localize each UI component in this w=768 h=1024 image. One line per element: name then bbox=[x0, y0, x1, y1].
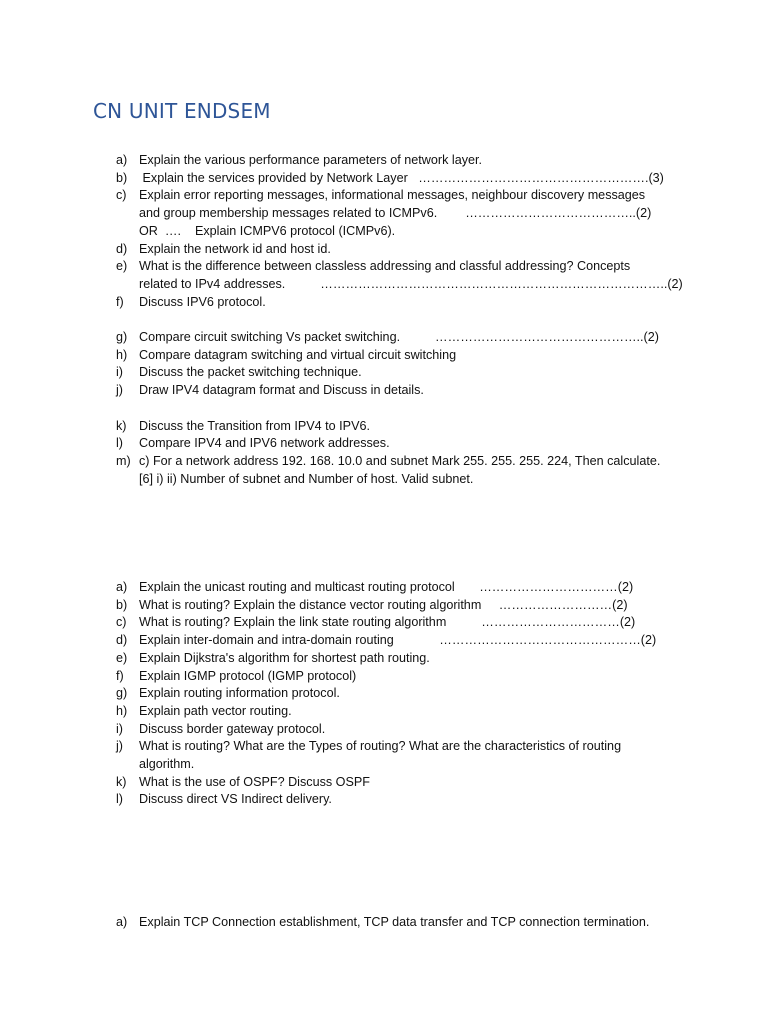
question-text bbox=[139, 738, 716, 773]
question-text bbox=[139, 685, 716, 703]
question-item bbox=[116, 914, 716, 932]
question-text-line: OR …. Explain ICMPV6 protocol (ICMPv6). bbox=[139, 223, 396, 238]
question-text bbox=[139, 914, 716, 932]
question-label: d) bbox=[116, 633, 128, 648]
question-text-line: Explain TCP Connection establishment, TCP data transfer and TCP connection termination. bbox=[139, 915, 650, 929]
question-text bbox=[139, 329, 716, 347]
question-label: h) bbox=[116, 703, 128, 718]
question-text bbox=[139, 579, 716, 597]
question-text bbox=[139, 170, 716, 188]
question-label: l) bbox=[116, 792, 123, 807]
question-text-line: algorithm. bbox=[139, 757, 195, 772]
question-text-line: Explain routing information protocol. bbox=[139, 686, 340, 701]
question-text-line: Explain the unicast routing and multicast routing protocol ……………………………(2) bbox=[139, 580, 634, 594]
question-text-line: Explain path vector routing. bbox=[139, 703, 292, 718]
question-text-line: Compare circuit switching Vs packet switching. …………………………………………..(2) bbox=[139, 330, 659, 345]
question-text bbox=[139, 614, 716, 632]
question-text-line: [6] i) ii) Number of subnet and Number of host. Valid subnet. bbox=[139, 471, 474, 486]
question-item bbox=[116, 650, 716, 668]
question-item bbox=[116, 418, 716, 436]
question-text bbox=[139, 241, 716, 259]
question-item bbox=[116, 347, 716, 365]
question-label: k) bbox=[116, 774, 127, 789]
question-text bbox=[139, 294, 716, 312]
question-text-line: Discuss the packet switching technique. bbox=[139, 365, 362, 380]
question-item bbox=[116, 597, 716, 615]
question-item bbox=[116, 382, 716, 400]
question-text bbox=[139, 721, 716, 739]
question-text-line: Explain error reporting messages, informational messages, neighbour discovery messages bbox=[139, 188, 646, 203]
question-text-line: Explain the network id and host id. bbox=[139, 241, 331, 256]
question-label: i) bbox=[116, 721, 123, 736]
question-text bbox=[139, 632, 716, 650]
question-text bbox=[139, 791, 716, 809]
question-text-line: Explain the services provided by Network Layer ……………………………………………….(3) bbox=[139, 170, 664, 185]
question-text bbox=[139, 668, 716, 686]
question-item bbox=[116, 152, 716, 170]
question-label: k) bbox=[116, 418, 127, 433]
question-text-line: Explain Dijkstra's algorithm for shortest path routing. bbox=[139, 650, 430, 665]
question-label: m) bbox=[116, 453, 131, 468]
question-label: a) bbox=[116, 580, 128, 594]
question-text-line: Explain IGMP protocol (IGMP protocol) bbox=[139, 668, 357, 683]
question-list-unit-routing bbox=[116, 579, 716, 809]
question-item bbox=[116, 668, 716, 686]
question-label: e) bbox=[116, 259, 128, 274]
question-text-line: Explain the various performance parameters of network layer. bbox=[139, 153, 482, 167]
question-text-line: Draw IPV4 datagram format and Discuss in details. bbox=[139, 383, 424, 398]
question-label: b) bbox=[116, 597, 128, 612]
question-label: l) bbox=[116, 436, 123, 451]
question-text bbox=[139, 364, 716, 382]
question-text-line: Discuss IPV6 protocol. bbox=[139, 294, 266, 309]
question-text bbox=[139, 418, 716, 436]
question-text bbox=[139, 435, 716, 453]
question-item bbox=[116, 703, 716, 721]
question-label: i) bbox=[116, 365, 123, 380]
spacer bbox=[116, 400, 716, 418]
question-label: j) bbox=[116, 739, 123, 754]
question-text-line: What is routing? What are the Types of routing? What are the characteristics of routing bbox=[139, 739, 622, 754]
question-text bbox=[139, 152, 716, 170]
question-label: a) bbox=[116, 153, 128, 167]
question-item bbox=[116, 579, 716, 597]
question-text-line: Compare IPV4 and IPV6 network addresses. bbox=[139, 436, 390, 451]
question-list-unit-transport bbox=[116, 914, 716, 932]
page-title: CN UNIT ENDSEM bbox=[93, 99, 271, 123]
question-item bbox=[116, 774, 716, 792]
question-item bbox=[116, 721, 716, 739]
question-text-line: Discuss direct VS Indirect delivery. bbox=[139, 792, 332, 807]
question-label: g) bbox=[116, 686, 128, 701]
question-text bbox=[139, 703, 716, 721]
question-label: f) bbox=[116, 294, 124, 309]
question-text bbox=[139, 382, 716, 400]
question-item bbox=[116, 791, 716, 809]
question-item bbox=[116, 685, 716, 703]
question-text-line: Discuss border gateway protocol. bbox=[139, 721, 326, 736]
question-text-line: c) For a network address 192. 168. 10.0 and subnet Mark 255. 255. 255. 224, Then calculate. bbox=[139, 453, 661, 468]
question-text-line: related to IPv4 addresses. ………………………………………………………………………..(2) bbox=[139, 276, 683, 291]
question-label: d) bbox=[116, 241, 128, 256]
question-label: g) bbox=[116, 330, 128, 345]
question-text-line: Compare datagram switching and virtual circuit switching bbox=[139, 347, 457, 362]
question-text-line: and group membership messages related to ICMPv6. …………………………………..(2) bbox=[139, 206, 652, 221]
question-label: h) bbox=[116, 347, 128, 362]
question-item bbox=[116, 170, 716, 188]
question-label: j) bbox=[116, 383, 123, 398]
spacer bbox=[116, 311, 716, 329]
question-item bbox=[116, 329, 716, 347]
question-list-unit-network-layer bbox=[116, 152, 716, 488]
question-text-line: What is the use of OSPF? Discuss OSPF bbox=[139, 774, 370, 789]
question-label: c) bbox=[116, 615, 127, 630]
question-label: f) bbox=[116, 668, 124, 683]
question-item bbox=[116, 614, 716, 632]
question-item bbox=[116, 738, 716, 773]
question-text-line: What is routing? Explain the link state routing algorithm ……………………………(2) bbox=[139, 615, 636, 630]
question-text-line: Discuss the Transition from IPV4 to IPV6. bbox=[139, 418, 370, 433]
question-item bbox=[116, 453, 716, 488]
question-label: a) bbox=[116, 915, 128, 929]
question-text bbox=[139, 258, 716, 293]
question-text bbox=[139, 453, 716, 488]
question-item bbox=[116, 435, 716, 453]
question-item bbox=[116, 364, 716, 382]
question-item bbox=[116, 632, 716, 650]
question-text-line: Explain inter-domain and intra-domain routing …………………………………………(2) bbox=[139, 633, 657, 648]
question-item bbox=[116, 258, 716, 293]
question-label: e) bbox=[116, 650, 128, 665]
question-text bbox=[139, 347, 716, 365]
question-text bbox=[139, 597, 716, 615]
question-label: b) bbox=[116, 170, 128, 185]
question-label: c) bbox=[116, 188, 127, 203]
question-text bbox=[139, 650, 716, 668]
question-text bbox=[139, 187, 716, 240]
question-item bbox=[116, 241, 716, 259]
question-text bbox=[139, 774, 716, 792]
question-text-line: What is routing? Explain the distance vector routing algorithm ………………………(2) bbox=[139, 597, 628, 612]
question-text-line: What is the difference between classless addressing and classful addressing? Concepts bbox=[139, 259, 631, 274]
question-item bbox=[116, 187, 716, 240]
question-item bbox=[116, 294, 716, 312]
